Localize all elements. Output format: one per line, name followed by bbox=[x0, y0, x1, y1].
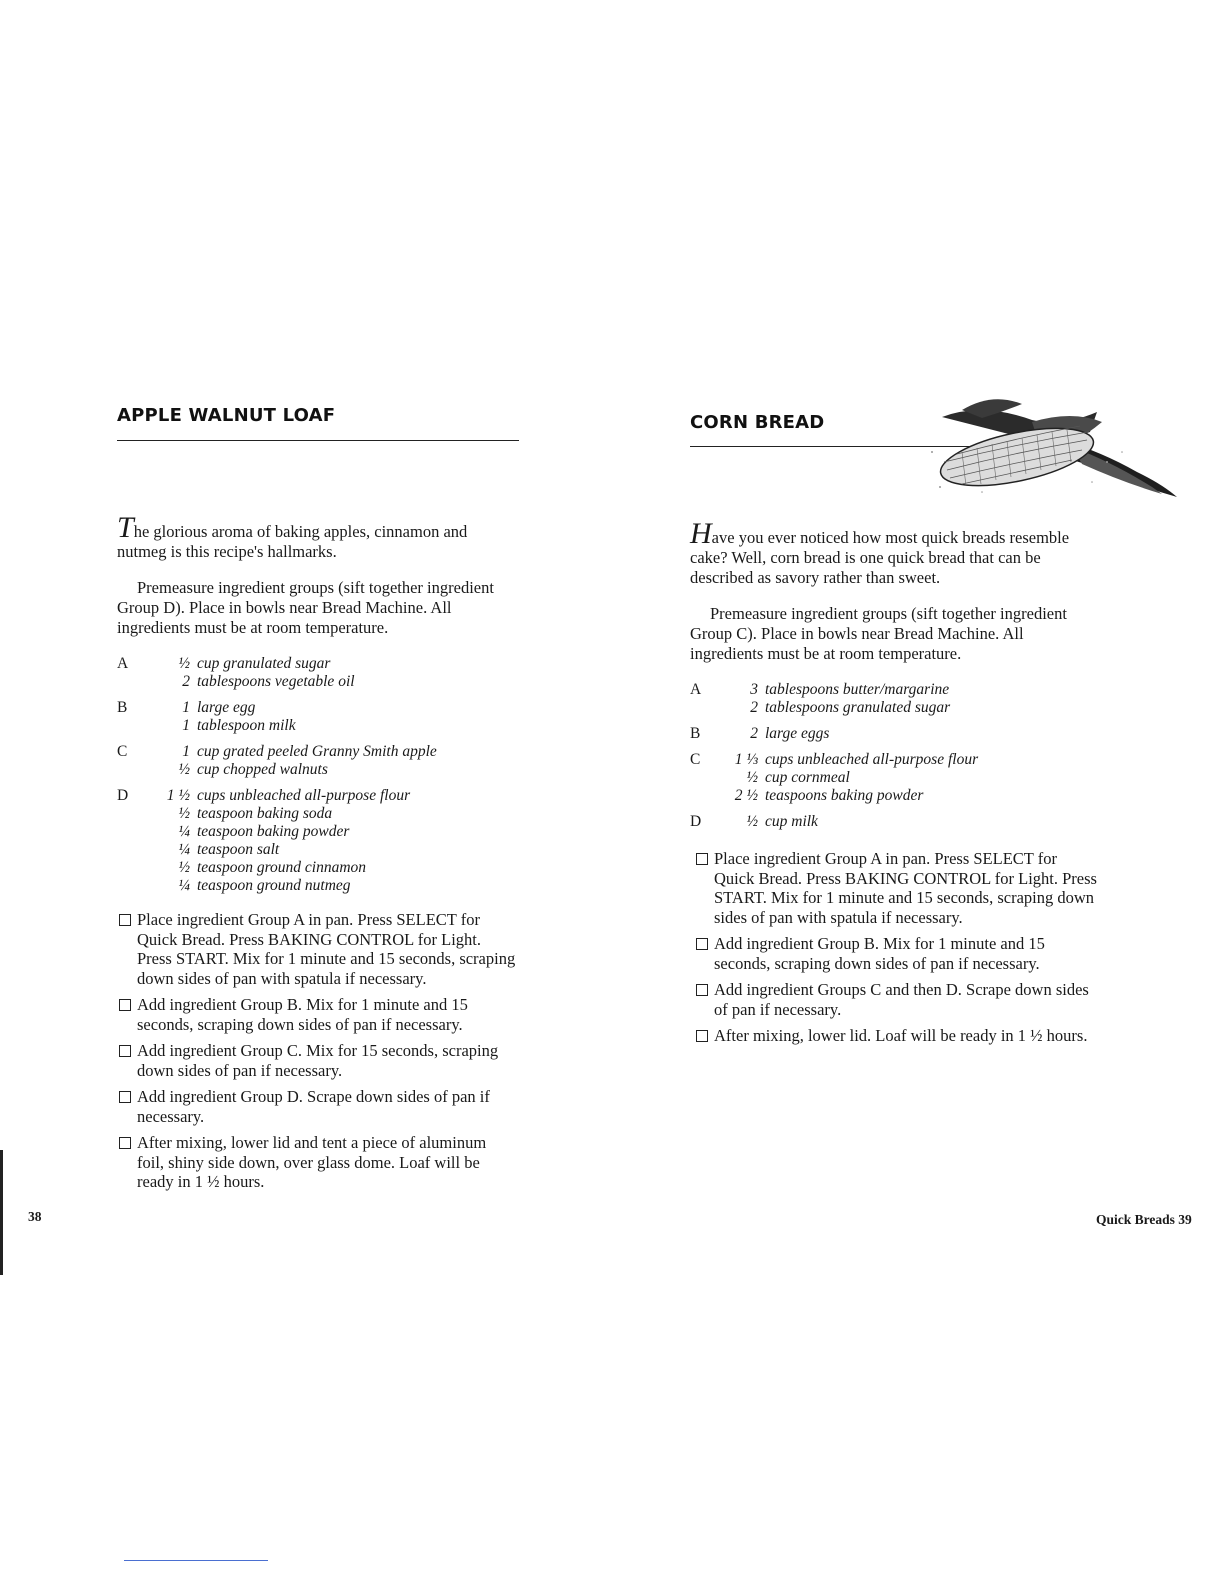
prep-instructions bbox=[690, 604, 1100, 664]
spine-line bbox=[0, 1150, 3, 1275]
ingredient-quantity: ½ bbox=[178, 805, 190, 822]
ingredient-item bbox=[117, 859, 517, 877]
ingredient-quantity: ¼ bbox=[178, 877, 190, 894]
ingredient-item bbox=[690, 769, 1090, 787]
checkbox-icon[interactable] bbox=[119, 1137, 131, 1149]
ingredient-text: cups unbleached all-purpose flour bbox=[765, 751, 979, 768]
blue-underline bbox=[124, 1560, 268, 1561]
right-page bbox=[612, 0, 1224, 1584]
ingredient-groups bbox=[117, 655, 517, 903]
instruction-step bbox=[694, 934, 1099, 973]
ingredient-quantity: 2 bbox=[750, 699, 758, 716]
group-letter: A bbox=[117, 655, 129, 672]
checkbox-icon[interactable] bbox=[119, 914, 131, 926]
ingredient-item bbox=[117, 761, 517, 779]
page-number: 38 bbox=[28, 1209, 42, 1224]
ingredient-text: cup grated peeled Granny Smith apple bbox=[197, 743, 437, 760]
ingredient-text: teaspoon salt bbox=[197, 841, 280, 858]
checkbox-icon[interactable] bbox=[696, 853, 708, 865]
step-text: Add ingredient Group B. Mix for 1 minute and 15 seconds, scraping down sides of pan if necessary. bbox=[714, 934, 1045, 973]
ingredient-item bbox=[690, 725, 1090, 743]
checkbox-icon[interactable] bbox=[696, 1030, 708, 1042]
checkbox-icon[interactable] bbox=[119, 999, 131, 1011]
prep-text: Premeasure ingredient groups (sift together ingredient Group C). Place in bowls near Bread Machine. All ingredients must be at room temperature. bbox=[690, 604, 1067, 663]
ingredient-quantity: 2 bbox=[750, 725, 758, 742]
prep-instructions bbox=[117, 578, 519, 638]
ingredient-quantity: ½ bbox=[746, 769, 758, 786]
ingredient-quantity: ½ bbox=[178, 859, 190, 876]
ingredient-quantity: ½ bbox=[178, 655, 190, 672]
ingredient-group bbox=[690, 751, 1090, 805]
instruction-step bbox=[117, 1087, 517, 1126]
ingredient-text: teaspoon ground cinnamon bbox=[197, 859, 367, 876]
step-text: Add ingredient Groups C and then D. Scrape down sides of pan if necessary. bbox=[714, 980, 1089, 1019]
ingredient-quantity: ¼ bbox=[178, 841, 190, 858]
ingredient-item bbox=[690, 813, 1090, 831]
ingredient-item bbox=[117, 841, 517, 859]
checkbox-icon[interactable] bbox=[119, 1045, 131, 1057]
ingredient-text: cup milk bbox=[765, 813, 818, 830]
ingredient-group bbox=[117, 655, 517, 691]
ingredient-item bbox=[117, 787, 517, 805]
ingredient-item bbox=[690, 751, 1090, 769]
ingredient-quantity: ½ bbox=[746, 813, 758, 830]
ingredient-groups bbox=[690, 681, 1090, 839]
drop-cap: T bbox=[117, 511, 134, 544]
ingredient-text: large egg bbox=[197, 699, 256, 716]
intro-text: ave you ever noticed how most quick breads resemble cake? Well, corn bread is one quick bread that can be described as savory rather than sweet. bbox=[690, 528, 1070, 587]
ingredient-text: cup chopped walnuts bbox=[197, 761, 328, 778]
ingredient-text: teaspoons baking powder bbox=[765, 787, 924, 804]
group-letter: B bbox=[690, 725, 701, 742]
ingredient-group bbox=[690, 681, 1090, 717]
corn-icon bbox=[922, 392, 1182, 507]
group-letter: D bbox=[117, 787, 129, 804]
ingredient-item bbox=[117, 717, 517, 735]
ingredient-item bbox=[690, 699, 1090, 717]
ingredient-item bbox=[117, 673, 517, 691]
ingredient-item bbox=[117, 743, 517, 761]
ingredient-text: tablespoons vegetable oil bbox=[197, 673, 355, 690]
ingredient-item bbox=[117, 805, 517, 823]
ingredient-item bbox=[690, 787, 1090, 805]
ingredient-group bbox=[117, 743, 517, 779]
ingredient-quantity: ¼ bbox=[178, 823, 190, 840]
ingredient-text: teaspoon baking soda bbox=[197, 805, 333, 822]
instruction-step bbox=[694, 849, 1099, 927]
ingredient-item bbox=[117, 655, 517, 673]
instruction-step bbox=[117, 910, 517, 988]
recipe-title: APPLE WALNUT LOAF bbox=[117, 405, 336, 426]
ingredient-text: cup granulated sugar bbox=[197, 655, 331, 672]
group-letter: C bbox=[690, 751, 701, 768]
ingredient-group bbox=[690, 813, 1090, 831]
checkbox-icon[interactable] bbox=[696, 938, 708, 950]
ingredient-text: tablespoon milk bbox=[197, 717, 296, 734]
ingredient-text: tablespoons granulated sugar bbox=[765, 699, 951, 716]
ingredient-quantity: 1 ½ bbox=[166, 787, 190, 804]
ingredient-item bbox=[690, 681, 1090, 699]
ingredient-group bbox=[117, 699, 517, 735]
ingredient-text: teaspoon ground nutmeg bbox=[197, 877, 351, 894]
title-rule bbox=[117, 440, 519, 441]
ingredient-group bbox=[690, 725, 1090, 743]
ingredient-text: cup cornmeal bbox=[765, 769, 850, 786]
instruction-step bbox=[694, 980, 1099, 1019]
step-text: After mixing, lower lid. Loaf will be ready in 1 ½ hours. bbox=[714, 1026, 1088, 1045]
ingredient-item bbox=[117, 877, 517, 895]
ingredient-text: large eggs bbox=[765, 725, 830, 742]
checkbox-icon[interactable] bbox=[119, 1091, 131, 1103]
ingredient-item bbox=[117, 823, 517, 841]
ingredient-item bbox=[117, 699, 517, 717]
group-letter: B bbox=[117, 699, 128, 716]
instruction-step bbox=[117, 1133, 517, 1192]
ingredient-quantity: 2 bbox=[182, 673, 190, 690]
instruction-step bbox=[694, 1026, 1099, 1046]
intro-text: he glorious aroma of baking apples, cinnamon and nutmeg is this recipe's hallmarks. bbox=[117, 522, 468, 561]
drop-cap: H bbox=[690, 517, 712, 550]
group-letter: A bbox=[690, 681, 702, 698]
checkbox-icon[interactable] bbox=[696, 984, 708, 996]
recipe-intro bbox=[117, 511, 517, 562]
recipe-intro bbox=[690, 517, 1100, 588]
ingredient-quantity: 1 bbox=[182, 699, 190, 716]
recipe-title: CORN BREAD bbox=[690, 412, 825, 433]
ingredient-text: teaspoon baking powder bbox=[197, 823, 350, 840]
ingredient-group bbox=[117, 787, 517, 895]
step-text: Add ingredient Group C. Mix for 15 seconds, scraping down sides of pan if necessary. bbox=[137, 1041, 499, 1080]
step-text: After mixing, lower lid and tent a piece of aluminum foil, shiny side down, over glass dome. Loaf will be ready in 1 ½ hours. bbox=[137, 1133, 487, 1191]
ingredient-text: tablespoons butter/margarine bbox=[765, 681, 950, 698]
step-text: Add ingredient Group B. Mix for 1 minute and 15 seconds, scraping down sides of pan if necessary. bbox=[137, 995, 468, 1034]
step-text: Add ingredient Group D. Scrape down sides of pan if necessary. bbox=[137, 1087, 490, 1126]
group-letter: C bbox=[117, 743, 128, 760]
group-letter: D bbox=[690, 813, 702, 830]
instruction-steps bbox=[694, 849, 1099, 1053]
ingredient-text: cups unbleached all-purpose flour bbox=[197, 787, 411, 804]
ingredient-quantity: 1 bbox=[182, 717, 190, 734]
instruction-steps bbox=[117, 910, 517, 1199]
instruction-step bbox=[117, 1041, 517, 1080]
page-footer: Quick Breads 39 bbox=[1096, 1212, 1192, 1227]
prep-text: Premeasure ingredient groups (sift together ingredient Group D). Place in bowls near Bread Machine. All ingredients must be at room temperature. bbox=[117, 578, 494, 637]
ingredient-quantity: 1 ⅓ bbox=[734, 751, 758, 768]
instruction-step bbox=[117, 995, 517, 1034]
step-text: Place ingredient Group A in pan. Press SELECT for Quick Bread. Press BAKING CONTROL for Light. Press START. Mix for 1 minute and 15 seconds, scraping down sides of pan with spatula if necessary. bbox=[714, 849, 1097, 927]
ingredient-quantity: 3 bbox=[750, 681, 758, 698]
ingredient-quantity: ½ bbox=[178, 761, 190, 778]
step-text: Place ingredient Group A in pan. Press SELECT for Quick Bread. Press BAKING CONTROL for Light. Press START. Mix for 1 minute and 15 seconds, scraping down sides of pan with spatula if necessary. bbox=[137, 910, 516, 988]
ingredient-quantity: 2 ½ bbox=[734, 787, 758, 804]
ingredient-quantity: 1 bbox=[182, 743, 190, 760]
